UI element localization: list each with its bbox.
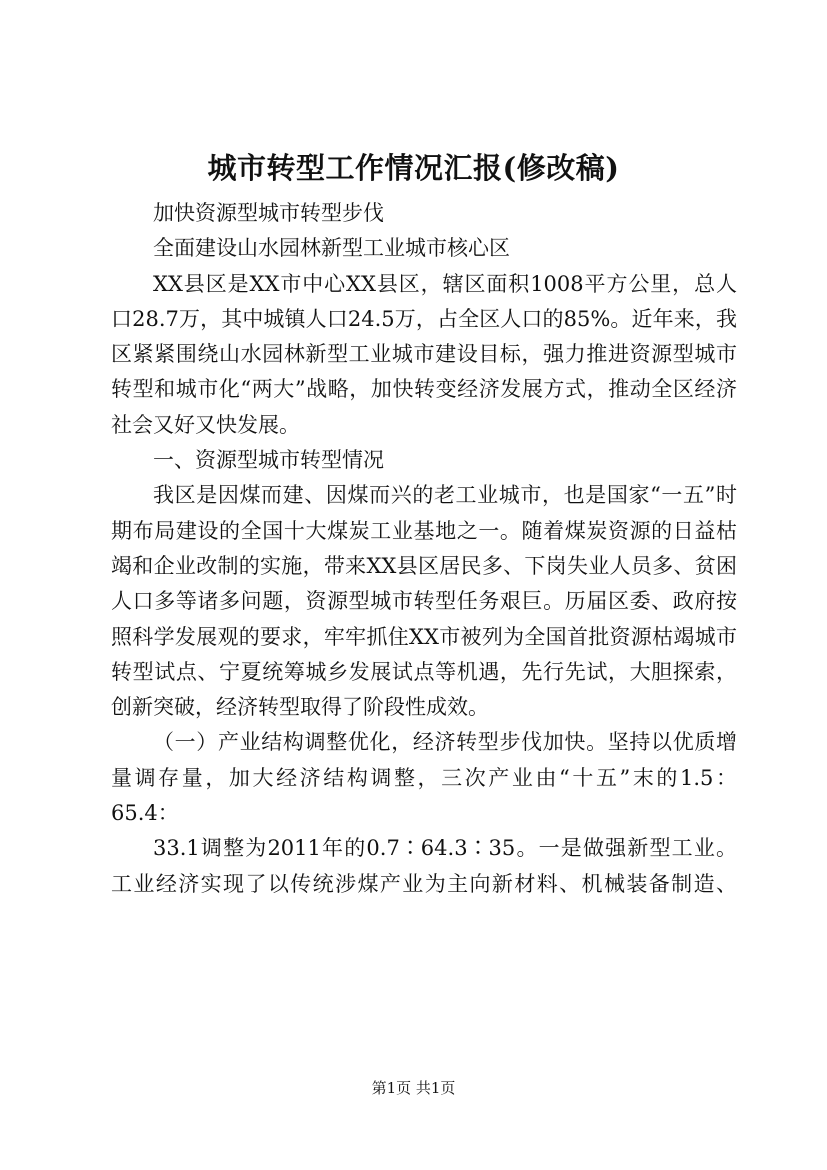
document-body <box>111 196 737 902</box>
document-title: 城市转型工作情况汇报(修改稿) <box>207 151 620 185</box>
page-footer: 第1页 共1页 <box>371 1079 456 1097</box>
section-heading-1: 一、资源型城市转型情况 <box>153 448 384 473</box>
paragraph-industry-continued: 33.1调整为2011年的0.7∶64.3∶35。一是做强新型工业。工业经济实现了以传统涉煤产业为主向新材料、机械装备制造、 <box>111 836 737 896</box>
paragraph-overview: XX县区是XX市中心XX县区，辖区面积1008平方公里，总人口28.7万，其中城镇人口24.5万，占全区人口的85%。近年来，我区紧紧围绕山水园林新型工业城市建设目标，强力推进资源型城市转型和城市化“两大”战略，加快转变经济发展方式，推动全区经济社会又好又快发展。 <box>111 271 737 437</box>
paragraph-transformation: 我区是因煤而建、因煤而兴的老工业城市，也是国家“一五”时期布局建设的全国十大煤炭工业基地之一。随着煤炭资源的日益枯竭和企业改制的实施，带来XX县区居民多、下岗失业人员多、贫困人口多等诸多问题，资源型城市转型任务艰巨。历届区委、政府按照科学发展观的要求，牢牢抓住XX市被列为全国首批资源枯竭城市转型试点、宁夏统筹城乡发展试点等机遇，先行先试，大胆探索，创新突破，经济转型取得了阶段性成效。 <box>111 483 737 720</box>
paragraph-industry-structure: （一）产业结构调整优化，经济转型步伐加快。坚持以优质增量调存量，加大经济结构调整，三次产业由“十五”末的1.5：65.4： <box>111 730 737 826</box>
paragraph-subtitle-1: 加快资源型城市转型步伐 <box>153 201 384 225</box>
paragraph-subtitle-2: 全面建设山水园林新型工业城市核心区 <box>153 236 510 261</box>
